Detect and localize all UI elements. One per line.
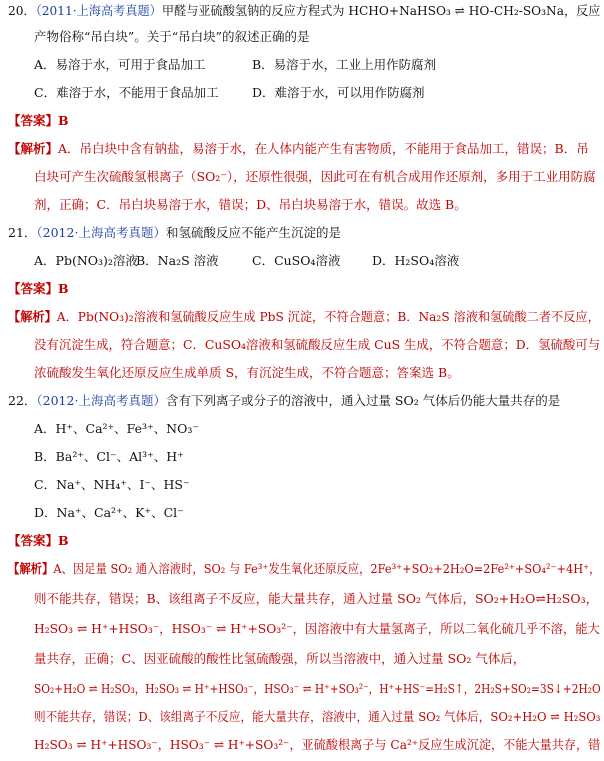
q22-number: 22．: [8, 393, 37, 408]
q20-analysis-line3: 剂，正确；C．吊白块易溶于水，错误；D、吊白块易溶于水，错误。故选 B。: [34, 197, 467, 212]
q20-analysis-text-1: A．吊白块中含有钠盐，易溶于水，在人体内能产生有害物质，不能用于食品加工，错误；B．吊: [58, 141, 589, 156]
q22-option-b: B．Ba²⁺、Cl⁻、Al³⁺、H⁺: [34, 449, 184, 464]
q22-option-c: C．Na⁺、NH₄⁺、I⁻、HS⁻: [34, 477, 190, 492]
q22-answer-tag: 【答案】: [8, 533, 59, 548]
q22-analysis-line7: H₂SO₃ ⇌ H⁺+HSO₃⁻，HSO₃⁻ ⇌ H⁺+SO₃²⁻，亚硫酸根离子与 Ca²⁺反应生成沉淀，不能大量共存，错: [34, 737, 601, 752]
q22-analysis-line5: SO₂+H₂O ⇌ H₂SO₃，H₂SO₃ ⇌ H⁺+HSO₃⁻，HSO₃⁻ ⇌ H⁺+SO₃²⁻，H⁺+HS⁻=H₂S↑，2H₂S+SO₂=3S↓+2H₂O: [34, 681, 601, 696]
q21-stem-text: 和氢硫酸反应不能产生沉淀的是: [165, 225, 341, 240]
q22-analysis-text-1: A、因足量 SO₂ 通入溶液时，SO₂ 与 Fe³⁺发生氧化还原反应，2Fe³⁺+SO₂+2H₂O=2Fe²⁺+SO₄²⁻+4H⁺，: [53, 561, 601, 576]
q21-option-c: C．CuSO₄溶液: [252, 253, 341, 268]
q21-answer: [8, 280, 69, 298]
q21-option-d: D．H₂SO₄溶液: [372, 253, 460, 268]
q20-stem1: 甲醛与亚硫酸氢钠的反应方程式为 HCHO+NaHSO₃ ⇌ HO-CH₂-SO₃Na，反应: [161, 3, 601, 18]
q22-option-a: A．H⁺、Ca²⁺、Fe³⁺、NO₃⁻: [34, 421, 199, 436]
q20-analysis-line1: [8, 140, 589, 158]
q20-analysis-tag: 【解析】: [8, 141, 59, 156]
q21-option-a: A．Pb(NO₃)₂溶液: [34, 253, 138, 268]
q21-analysis-line2: 没有沉淀生成，符合题意；C．CuSO₄溶液和氢硫酸反应生成 CuS 生成，不符合题意；D．氢硫酸可与: [34, 337, 601, 352]
q21-option-b: B．Na₂S 溶液: [136, 253, 219, 268]
q20-option-b: B．易溶于水，工业上用作防腐剂: [252, 57, 437, 72]
q20-option-d: D．难溶于水，可以用作防腐剂: [252, 85, 425, 100]
q22-stem-text: 含有下列离子或分子的溶液中，通入过量 SO₂ 气体后仍能大量共存的是: [165, 393, 561, 408]
q21-answer-tag: 【答案】: [8, 281, 59, 296]
q21-number: 21．: [8, 225, 37, 240]
q21-analysis-line3: 浓硫酸发生氧化还原反应生成单质 S，有沉淀生成，不符合题意；答案选 B。: [34, 365, 460, 380]
q22-answer: [8, 532, 69, 550]
q22-analysis-line2: 则不能共存，错误；B、该组离子不反应，能大量共存，通入过量 SO₂ 气体后，SO₂+H₂O⇌H₂SO₃，: [34, 591, 599, 606]
q20-answer: [8, 112, 69, 130]
q20-option-a: A．易溶于水，可用于食品加工: [34, 57, 206, 72]
q21-analysis-tag: 【解析】: [8, 309, 57, 324]
q20-number: 20．: [8, 3, 36, 18]
q22-analysis-tag: 【解析】: [8, 561, 54, 576]
q20-source: （2011·上海高考真题）: [35, 3, 162, 18]
q20-stem-line1: [8, 2, 600, 20]
q21-stem: [8, 224, 341, 242]
q20-option-c: C．难溶于水，不能用于食品加工: [34, 85, 219, 100]
q22-analysis-line6: 则不能共存，错误；D、该组离子不反应，能大量共存，溶液中，通入过量 SO₂ 气体后，SO₂+H₂O ⇌ H₂SO₃: [34, 709, 601, 724]
q22-analysis-line4: 量共存，正确；C、因亚硫酸的酸性比氢硫酸强，所以当溶液中，通入过量 SO₂ 气体后，: [34, 651, 526, 666]
q21-analysis-text-1: A．Pb(NO₃)₂溶液和氢硫酸反应生成 PbS 沉淀，不符合题意；B．Na₂S 溶液和氢硫酸二者不反应，: [56, 309, 600, 324]
q22-option-d: D．Na⁺、Ca²⁺、K⁺、Cl⁻: [34, 505, 184, 520]
q22-analysis-line3: H₂SO₃ ⇌ H⁺+HSO₃⁻，HSO₃⁻ ⇌ H⁺+SO₃²⁻，因溶液中有大量氢离子，所以二氧化硫几乎不溶，能大: [34, 621, 600, 636]
q20-answer-value: B: [58, 113, 69, 128]
q20-stem2: 产物俗称“吊白块”。关于“吊白块”的叙述正确的是: [34, 29, 310, 44]
q22-stem: [8, 392, 560, 410]
q22-source: （2012·上海高考真题）: [36, 393, 166, 408]
q22-answer-value: B: [58, 533, 69, 548]
q21-answer-value: B: [58, 281, 69, 296]
q21-analysis-line1: [8, 308, 600, 326]
q20-answer-tag: 【答案】: [8, 113, 59, 128]
q21-source: （2012·上海高考真题）: [36, 225, 166, 240]
q22-analysis-line1: [8, 560, 600, 578]
q20-analysis-line2: 白块可产生次硫酸氢根离子（SO₂⁻），还原性很强，因此可在有机合成用作还原剂，多用于工业用防腐: [34, 169, 596, 184]
